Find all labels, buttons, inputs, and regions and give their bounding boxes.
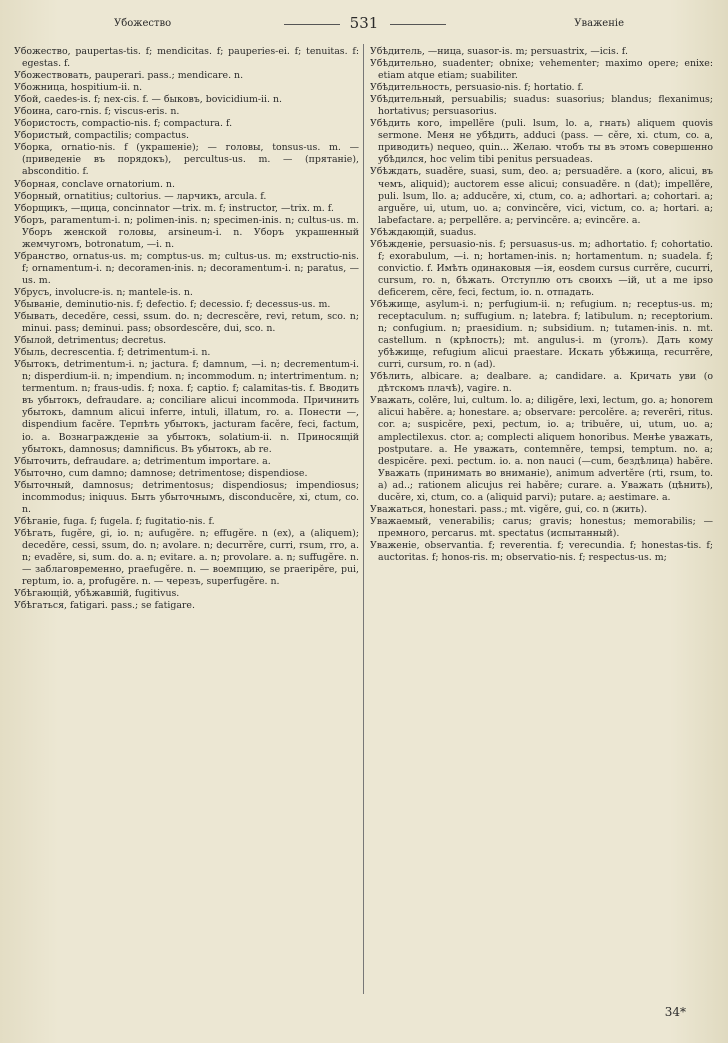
dictionary-entry: Убѣдительность, persuasio-nis. f; hortatio. f. [370,82,584,94]
dictionary-entry: Убыточить, defraudare. a; detrimentum importare. a. [14,455,271,467]
dictionary-entry: Убѣждающій, suadus. [370,226,477,238]
dictionary-entry: Уважать, colĕre, lui, cultum. lo. a; diligĕre, lexi, lectum, go. a; honorem alicui habĕre. a; honestare. a; observare: percolĕre. a; reverēri, ritus. cor. a; suspicĕre, pexi, pectum, io. a; tribuĕre, ui, utum, uo. a; amplectilexus. ctor. a; complecti aliquem honoribus. Менѣе уважать, postputare. a. Не уважать, contemnĕre, tempsi, temptum. no. a; despicĕre. pexi. pectum. io. a. non nauci (—cum, бездѣлица) habĕre. Уважать (принимать во вниманіе), animum advertĕre (rti, rsum, to. a) ad..; rationem alicujus rei habĕre; curare. a. Уважать (цѣнить), ducĕre, xi, ctum, co. a (aliquid parvi); putare. a; aestimare. a. [370,395,713,503]
dictionary-entry: Убѣгающій, убѣжавшій, fugitivus. [14,588,180,600]
dictionary-entry: Убой, caedes-is. f; nex-cis. f. — быковъ, bovicidium-ii. n. [14,94,282,106]
dictionary-entry: Убѣждать, suadĕre, suasi, sum, deo. a; persuadĕre. a (кого, alicui, въ чемъ, aliquid); auctorem esse alicui; consuadĕre. n (dat); impellĕre, puli. lsum, llo. a; adducĕre, xi, ctum, co. a; adhortari. a; cohortari. a; arguĕre, ui, utum, uo. a; convincĕre, vici, victum, co. a; hortari. a; labefactare. a; perpellĕre. a; pervincĕre. a; evincĕre. a. [370,166,713,226]
dictionary-entry: Убѣгаться, fatigari. pass.; se fatigare. [14,600,195,612]
dictionary-entry: Уборщикъ, —щица, concinnator —trix. m. f; instructor, —trix. m. f. [14,202,334,214]
dictionary-entry: Убѣжденіе, persuasio-nis. f; persuasus-us. m; adhortatio. f; cohortatio. f; exorabulum, —i. n; hortamen-inis. n; hortamentum. n; suadela. f; convictio. f. Имѣть одинаковыя —ія, eosdem cursus currĕre, cucurri, cursum, ro. n, бѣжать. Отступлю отъ своихъ —ій, ut a me ipso deficerem, cĕre, feci, fectum, io. n. отпадать. [370,238,713,298]
dictionary-entry: Убѣдительно, suadenter; obnixe; vehementer; maximo opere; enixe: etiam atque etiam; suabiliter. [370,58,713,82]
signature-mark: 34* [664,1005,686,1019]
page-number: 531 [349,14,379,32]
right-column [370,46,713,564]
dictionary-entry: Убоина, caro-rnis. f; viscus-eris. n. [14,106,180,118]
dictionary-entry: Уборъ, paramentum-i. n; polimen-inis. n; specimen-inis. n; cultus-us. m. Уборъ женской головы, arsineum-i. n. Уборъ украшенный жемчугомъ, botronatum, —i. n. [14,214,359,250]
dictionary-entry: Убористость, compactio-nis. f; compactura. f. [14,118,233,130]
running-head-left: Убожество [114,18,172,29]
left-column [14,46,359,612]
dictionary-entry: Убѣлить, albicare. a; dealbare. a; candidare. a. Кричать уви (о дѣтскомъ плачѣ), vagire. n. [370,371,713,395]
dictionary-entry: Убыль, decrescentia. f; detrimentum-i. n. [14,347,211,359]
dictionary-entry: Убѣгать, fugĕre, gi, io. n; aufugĕre. n; effugĕre. n (ex), a (aliquem); decedĕre, cessi, ssum, do. n; avolare. n; decurrĕre, curri, rsum, rro, a. n; evadĕre, si, sum. do. a. n; evitare. a. n; provolare. a. n; suffugĕre. n. — заблаговременно, praefugĕre. n. — воемпцию, se praeripĕre, pui, reptum, io. a, profugĕre. n. — черезъ, superfugĕre. n. [14,527,359,588]
dictionary-entry: Уважаться, honestari. pass.; mt. vigĕre, gui, co. n (жить). [370,503,648,515]
dictionary-entry: Убѣжище, asylum-i. n; perfugium-ii. n; refugium. n; receptus-us. m; receptaculum. n; suffugium. n; latebra. f; latibulum. n; receptorium. n; confugium. n; praesidium. n; subsidium. n; tutamen-inis. n. mt. castellum. n (крѣпость); mt. angulus-i. m (уголъ). Дать кому убѣжище, refugium alicui praestare. Искать убѣжища, recurrĕre, curri, cursum, ro. n (ad). [370,298,713,371]
dictionary-entry: Убористый, compactilis; compactus. [14,130,189,142]
dictionary-entry: Уборная, conclave ornatorium. n. [14,178,175,190]
dictionary-entry: Уваженіе, observantia. f; reverentia. f; verecundia. f; honestas-tis. f; auctoritas. f; honos-ris. m; observatio-nis. f; respectus-us. m; [370,539,713,563]
page-header [14,14,714,38]
dictionary-entry: Убѣдить кого, impellĕre (puli. lsum, lo. a, гнать) aliquem quovis sermone. Меня не убѣдить, adduci (pass. — cĕre, xi. ctum, co. a, приводить) nequeo, quin... Желаю. чтобъ ты въ этомъ совершенно убѣдился, hoc velim tibi penitus persuadeas. [370,118,713,166]
dictionary-entry: Убываніе, deminutio-nis. f; defectio. f; decessio. f; decessus-us. m. [14,298,331,310]
dictionary-entry: Убывать, decedĕre, cessi, ssum. do. n; decrescĕre, revi, retum, sco. n; minui. pass; deminui. pass; obsordescĕre, dui, sco. n. [14,311,359,335]
dictionary-entry: Уважаемый, venerabilis; carus; gravis; honestus; memorabilis; — премного, percarus. mt. spectatus (испытанный). [370,515,713,539]
header-rule-right [390,24,446,25]
dictionary-entry: Убыточный, damnosus; detrimentosus; dispendiosus; impendiosus; incommodus; iniquus. Быть убыточнымъ, disconducĕre, xi, ctum, co. n. [14,479,359,515]
dictionary-entry: Убыточно, cum damno; damnose; detrimentose; dispendiose. [14,467,308,479]
dictionary-entry: Убожество, paupertas-tis. f; mendicitas. f; pauperies-ei. f; tenuitas. f: egestas. f. [14,46,359,70]
dictionary-entry: Убытокъ, detrimentum-i. n; jactura. f; damnum, —i. n; decrementum-i. n; disperdium-ii. n; impendium. n; incommodum. n; intertrimentum. n; termentum. n; fraus-udis. f; noxa. f; captio. f; calamitas-tis. f. Вводить въ убытокъ, defraudare. a; conciliare alicui incommoda. Причинить убытокъ, damnum alicui inferre, intuli, illatum, ro. a. Понести —, dispendium facĕre. Терпѣть убытокъ, jacturam facĕre, feci, factum, io. a. Вознагражденіе за убытокъ, solatium-ii. n. Приносящій убытокъ, damnosus; damnificus. Въ убытокъ, ab re. [14,359,359,455]
dictionary-entry: Уборный, ornatitius; cultorius. — ларчикъ, arcula. f. [14,190,267,202]
dictionary-entry: Убожествовать, pauperari. pass.; mendicare. n. [14,70,244,82]
dictionary-entry: Убранство, ornatus-us. m; comptus-us. m; cultus-us. m; exstructio-nis. f; ornamentum-i. n; decoramen-inis. n; decoramentum-i. n; paratus, —us. m. [14,250,359,286]
running-head-right: Уваженіе [574,18,624,29]
dictionary-entry: Убѣдительный, persuabilis; suadus: suasorius; blandus; flexanimus; hortativus; persuasorius. [370,94,713,118]
dictionary-entry: Убрусъ, involucre-is. n; mantele-is. n. [14,286,193,298]
column-divider [363,44,364,994]
dictionary-entry: Убожница, hospitium-ii. n. [14,82,143,94]
dictionary-entry: Убѣдитель, —ница, suasor-is. m; persuastrix, —icis. f. [370,46,628,57]
dictionary-entry: Убѣганіе, fuga. f; fugela. f; fugitatio-nis. f. [14,515,215,527]
dictionary-entry: Убылой, detrimentus; decretus. [14,335,167,347]
dictionary-entry: Уборка, ornatio-nis. f (украшеніе); — головы, tonsus-us. m. — (приведеніе въ порядокъ), percultus-us. m. — (прятаніе), absconditio. f. [14,142,359,178]
